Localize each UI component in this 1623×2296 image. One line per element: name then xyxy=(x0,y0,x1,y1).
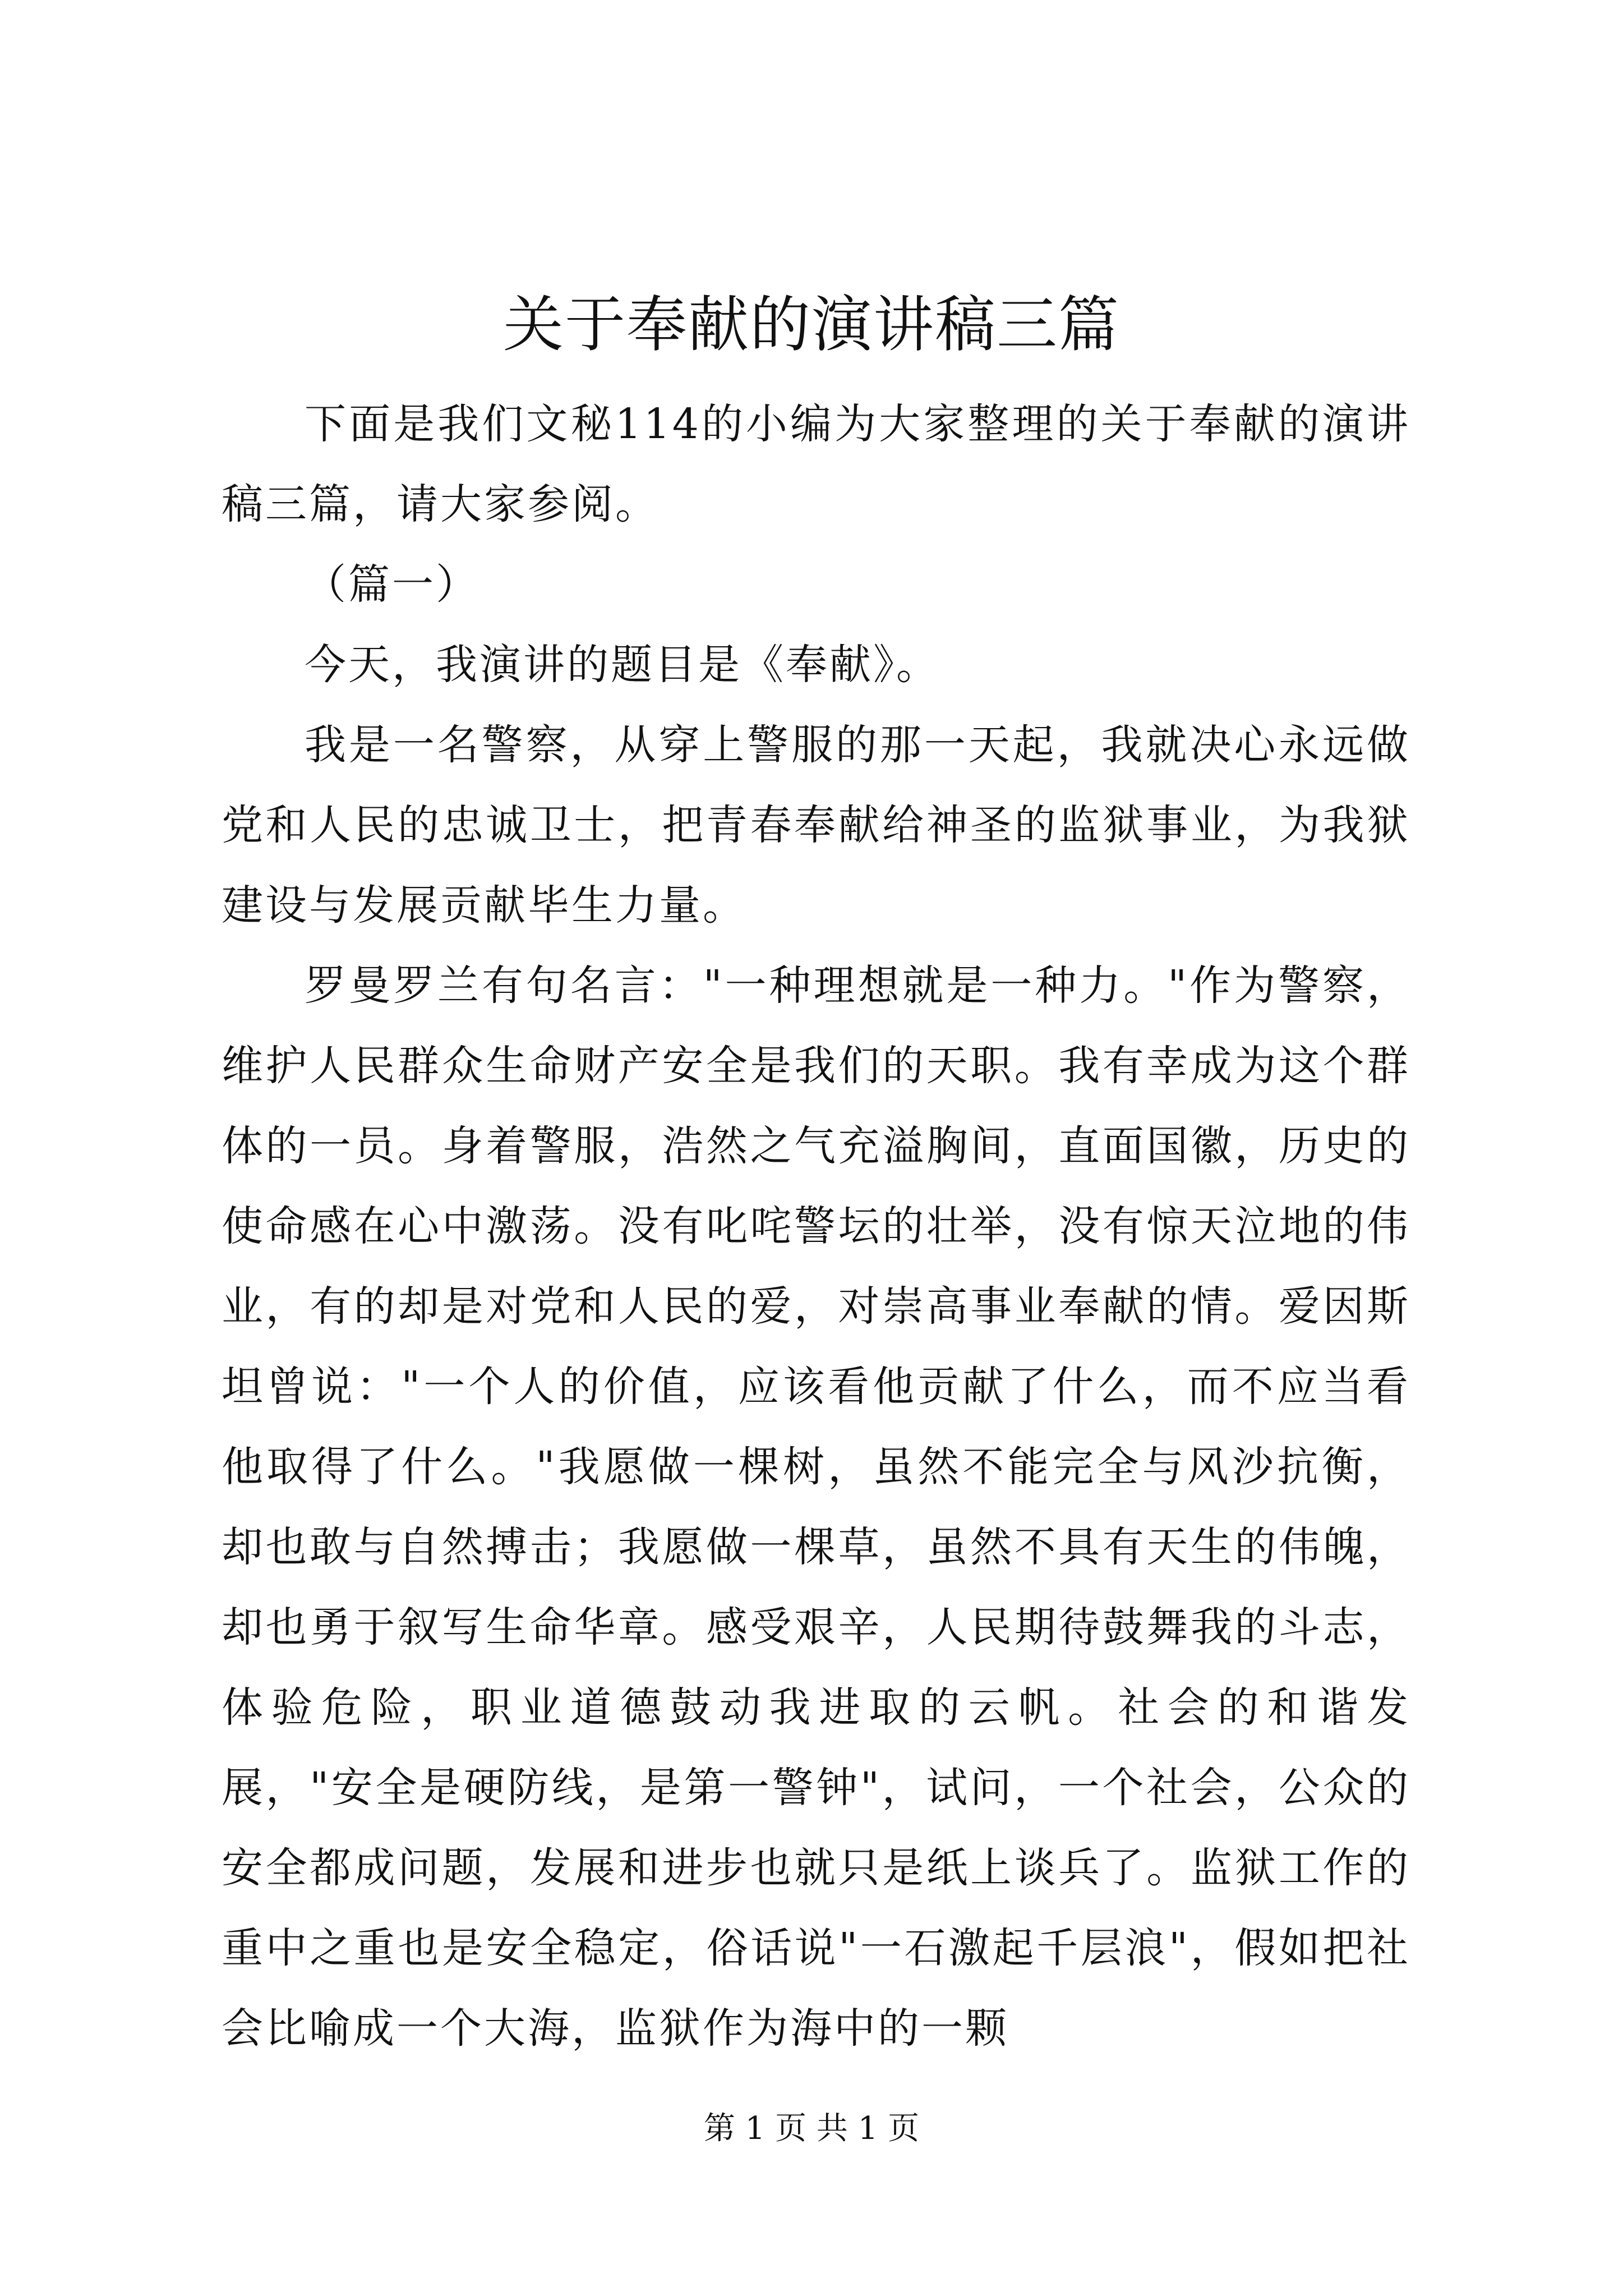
body-paragraph: 罗曼罗兰有句名言："一种理想就是一种力。"作为警察，维护人民群众生命财产安全是我们的天职。我有幸成为这个群体的一员。身着警服，浩然之气充溢胸间，直面国徽，历史的使命感在心中激荡。没有叱咤警坛的壮举，没有惊天泣地的伟业，有的却是对党和人民的爱，对崇高事业奉献的情。爱因斯坦曾说："一个人的价值，应该看他贡献了什么，而不应当看他取得了什么。"我愿做一棵树，虽然不能完全与风沙抗衡，却也敢与自然搏击；我愿做一棵草，虽然不具有天生的伟魄，却也勇于叙写生命华章。感受艰辛，人民期待鼓舞我的斗志，体验危险，职业道德鼓动我进取的云帆。社会的和谐发展，"安全是硬防线，是第一警钟"，试问，一个社会，公众的安全都成问题，发展和进步也就只是纸上谈兵了。监狱工作的重中之重也是安全稳定，俗话说"一石激起千层浪"，假如把社会比喻成一个大海，监狱作为海中的一颗 xyxy=(222,961,1410,2053)
document-body xyxy=(222,384,1410,2069)
document-title: 关于奉献的演讲稿三篇 xyxy=(502,290,1120,360)
intro-paragraph: 下面是我们文秘114的小编为大家整理的关于奉献的演讲稿三篇，请大家参阅。 xyxy=(222,400,1410,528)
speech-topic-paragraph: 今天，我演讲的题目是《奉献》。 xyxy=(305,641,940,689)
body-paragraph: 我是一名警察，从穿上警服的那一天起，我就决心永远做党和人民的忠诚卫士，把青春奉献给神圣的监狱事业，为我狱建设与发展贡献毕生力量。 xyxy=(222,721,1410,930)
section-heading: （篇一） xyxy=(305,560,479,609)
page-footer: 第 1 页 共 1 页 xyxy=(703,2110,920,2147)
